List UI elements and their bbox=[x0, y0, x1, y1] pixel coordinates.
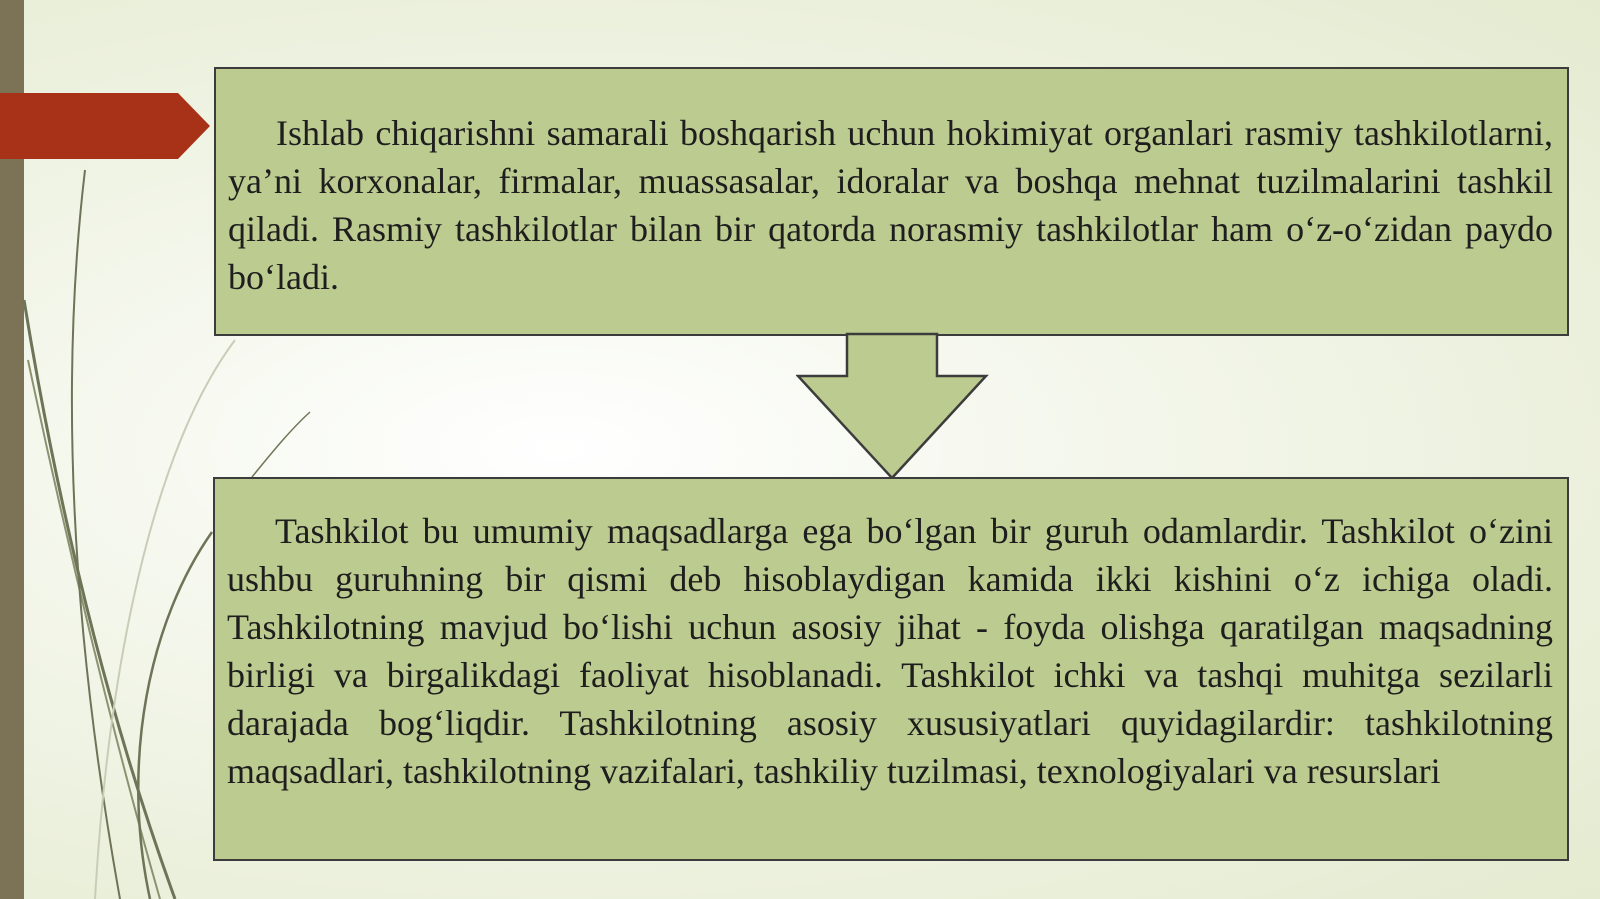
top-paragraph: Ishlab chiqarishni samarali boshqarish uchun hokimiyat organlari rasmiy tashkilotlarni, ya’ni korxonalar, firmalar, muassasalar, idoralar va boshqa mehnat tuzilmalarini tashkil qiladi. Rasmiy tashkilotlar bilan bir qatorda norasmiy tashkilotlar ham o‘z-o‘zidan paydo bo‘ladi. bbox=[228, 113, 1553, 297]
bottom-paragraph: Tashkilot bu umumiy maqsadlarga ega bo‘lgan bir guruh odamlardir. Tashkilot o‘zini ushbu guruhning bir qismi deb hisoblaydigan kamida ikki kishini o‘z ichiga oladi. Tashkilotning mavjud bo‘lishi uchun asosiy jihat - foyda olishga qaratilgan maqsadning birligi va birgalikdagi faoliyat hisoblanadi. Tashkilot ichki va tashqi muhitga sezilarli darajada bog‘liqdir. Tashkilotning asosiy xususiyatlari quyidagilardir: tashkilotning maqsadlari, tashkilotning vazifalari, tashkiliy tuzilmasi, texnologiyalari va resurslari bbox=[227, 511, 1553, 791]
top-text-box bbox=[214, 67, 1569, 336]
down-arrow bbox=[796, 332, 990, 480]
bottom-text-box bbox=[213, 477, 1569, 861]
red-pointer-tab bbox=[0, 93, 212, 159]
